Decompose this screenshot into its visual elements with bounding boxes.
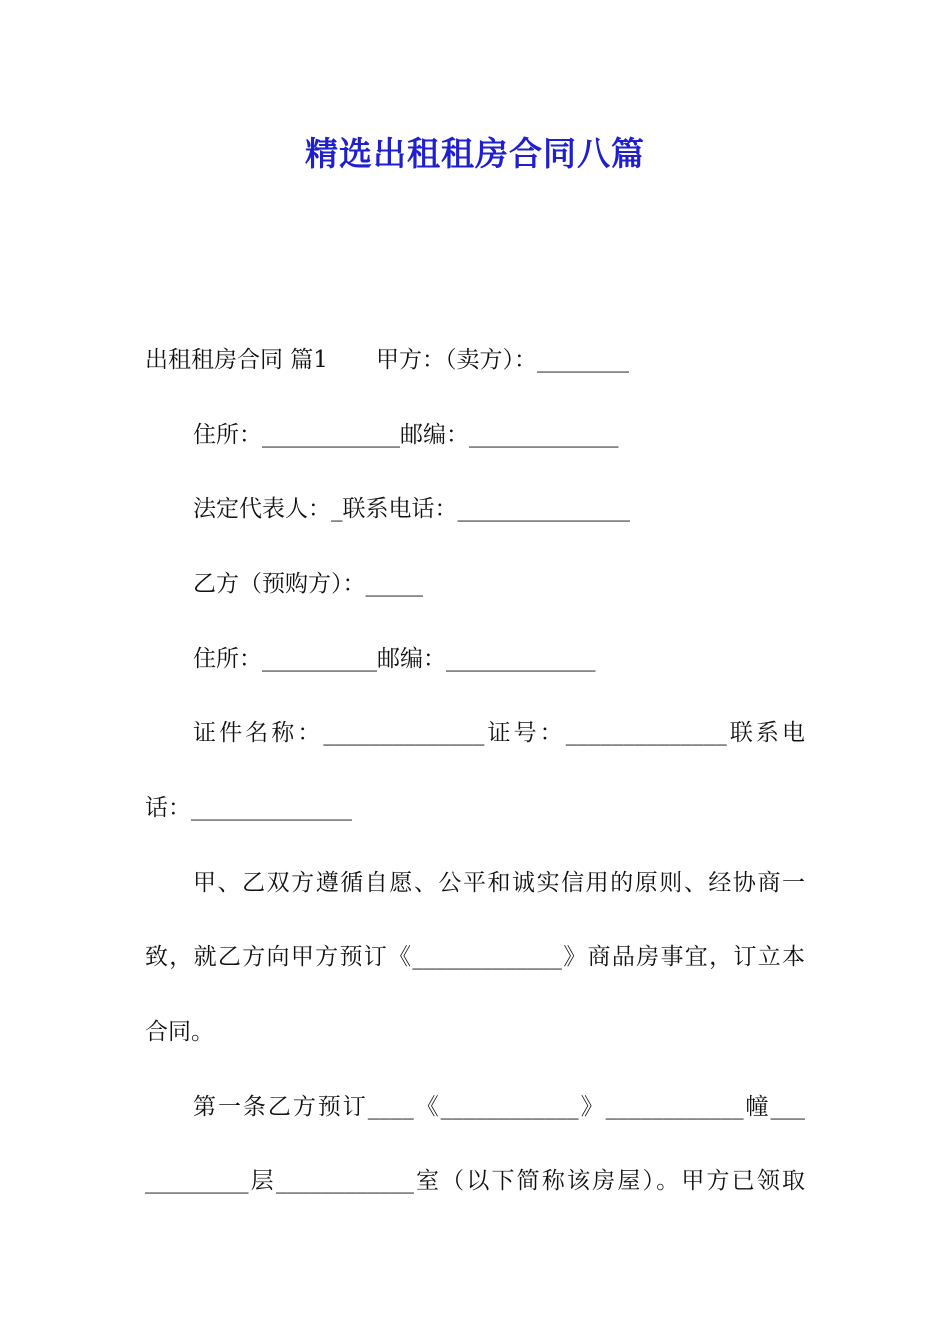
party-b-phone-line: 话：______________ bbox=[145, 795, 352, 821]
party-a-label: 甲方：（卖方）：________ bbox=[375, 347, 629, 373]
article-one-line-1: 第一条乙方预订____《____________》____________幢___ bbox=[193, 1094, 806, 1120]
party-a-address-line: 住所：____________邮编：_____________ bbox=[193, 422, 619, 448]
party-a-representative-line: 法定代表人：_联系电话：_______________ bbox=[193, 496, 630, 522]
preamble-line-3: 合同。 bbox=[145, 1019, 214, 1045]
party-b-label: 乙方（预购方）：_____ bbox=[193, 571, 423, 597]
preamble-line-1: 甲、乙双方遵循自愿、公平和诚实信用的原则、经协商一 bbox=[193, 870, 805, 896]
party-b-address-line: 住所：__________邮编：_____________ bbox=[193, 646, 596, 672]
party-b-id-line: 证件名称：______________证号：______________联系电 bbox=[193, 720, 805, 746]
contract-section-label: 出租租房合同 篇1 bbox=[145, 347, 328, 373]
contract-heading-line bbox=[145, 344, 629, 376]
document-title: 精选出租租房合同八篇 bbox=[305, 134, 645, 173]
article-one-line-2: _________层____________室（以下简称该房屋）。甲方已领取 bbox=[145, 1168, 805, 1194]
preamble-line-2: 致，就乙方向甲方预订《_____________》商品房事宜，订立本 bbox=[145, 944, 805, 970]
